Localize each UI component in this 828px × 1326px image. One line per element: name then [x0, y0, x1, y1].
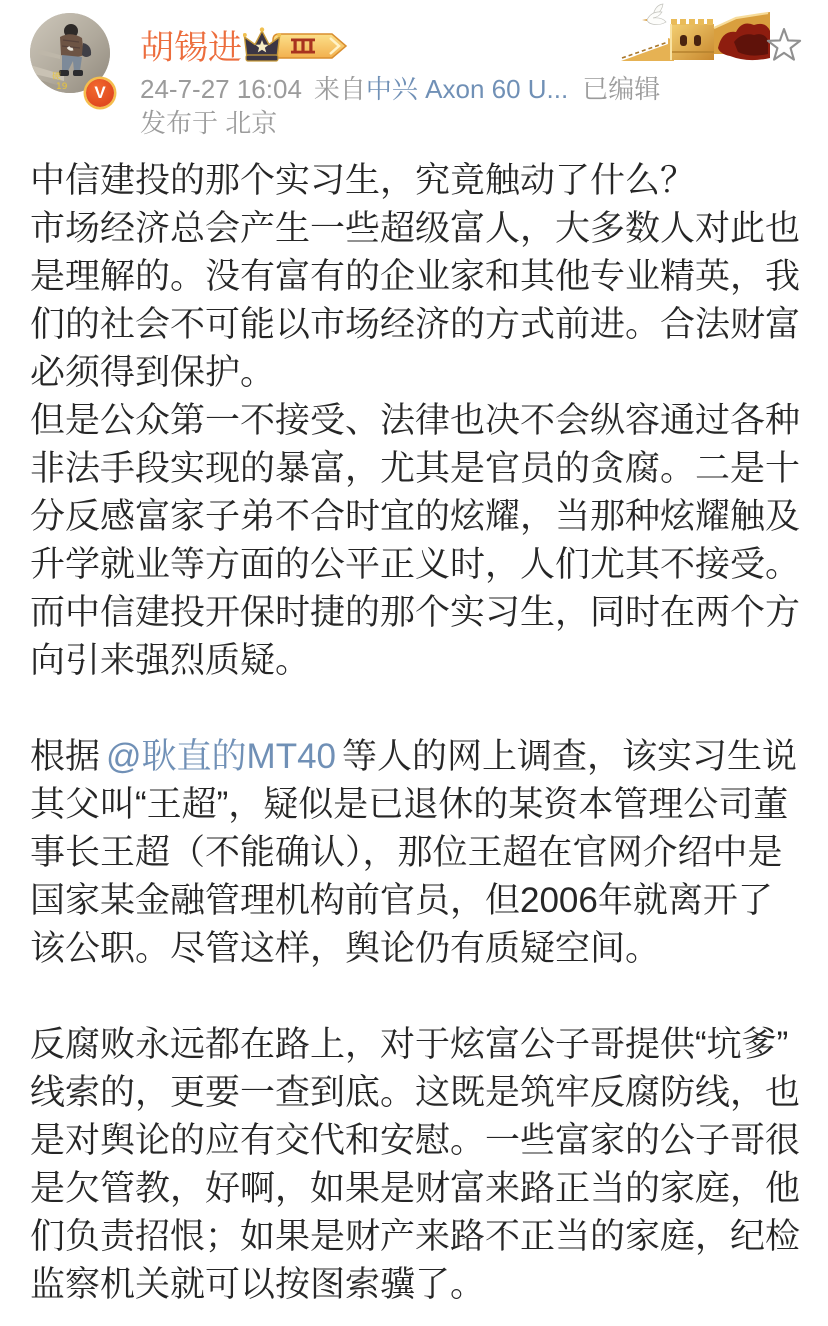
great-wall-decoration: [618, 2, 774, 64]
post-text: 市场经济总会产生一些超级富人，大多数人对此也: [30, 209, 801, 248]
post-text: 反腐败永远都在路上，对于炫富公子哥提供“坑爹”: [30, 1025, 789, 1064]
device-link[interactable]: 中兴 Axon 60 U...: [365, 74, 569, 104]
great-wall-dove-icon: [618, 2, 774, 64]
post-text: 是对舆论的应有交代和安慰。一些富家的公子哥很: [30, 1121, 801, 1160]
post-text-line: [30, 973, 800, 1021]
timestamp: 24-7-27 16:04: [140, 74, 302, 104]
location-label: 发布于 北京: [140, 108, 278, 138]
post-text: 但是公众第一不接受、法律也决不会纵容通过各种: [30, 401, 801, 440]
post-text-line: [30, 589, 800, 637]
post-text: 是理解的。没有富有的企业家和其他专业精英，我: [30, 257, 801, 296]
post-header: [0, 0, 828, 156]
post-text: 升学就业等方面的公平正义时，人们尤其不接受。: [30, 545, 801, 584]
post-text: 该公职。尽管这样，舆论仍有质疑空间。: [30, 929, 661, 968]
post-text-line: [30, 877, 800, 925]
svg-text:19: 19: [56, 82, 68, 92]
verified-v-badge: V: [86, 79, 114, 107]
post-text: 是欠管教，好啊，如果是财富来路正当的家庭，他: [30, 1169, 801, 1208]
avatar[interactable]: [30, 13, 110, 102]
post-text-line: [30, 157, 800, 205]
post-text: 线索的，更要一查到底。这既是筑牢反腐防线，也: [30, 1073, 801, 1112]
post-text: 等人的网上调查，该实习生说: [342, 737, 798, 776]
edited-label: 已编辑: [582, 74, 661, 104]
crown-icon: [243, 27, 350, 65]
post-text: 而中信建投开保时捷的那个实习生，同时在两个方: [30, 593, 801, 632]
post-text-line: [30, 205, 800, 253]
post-text-line: [30, 637, 800, 685]
post-text: 监察机关就可以按图索骥了。: [30, 1265, 486, 1304]
mention-link[interactable]: @耿直的MT40: [106, 737, 337, 776]
post-text-line: [30, 1117, 800, 1165]
post-text-line: [30, 1213, 800, 1261]
post-text-line: [30, 781, 800, 829]
dove-icon: [642, 4, 666, 25]
post-text: 们负责招恨；如果是财产来路不正当的家庭，纪检: [30, 1217, 801, 1256]
post-text-line: [30, 1021, 800, 1069]
post-text-line: [30, 349, 800, 397]
post-text: 其父叫“王超”，疑似是已退休的某资本管理公司董: [30, 785, 789, 824]
post-text: 非法手段实现的暴富，尤其是官员的贪腐。二是十: [30, 449, 801, 488]
post-text-line: [30, 925, 800, 973]
post-text-line: [30, 493, 800, 541]
post-text: 根据: [30, 737, 101, 776]
post-text-line: [30, 1069, 800, 1117]
post-text: 们的社会不可能以市场经济的方式前进。合法财富: [30, 305, 801, 344]
post-text-line: [30, 829, 800, 877]
post-meta: [140, 74, 660, 105]
svg-text:硬: 硬: [52, 72, 62, 82]
vip-crown-badge[interactable]: [243, 27, 350, 65]
post-text: 必须得到保护。: [30, 353, 276, 392]
post-text-line: [30, 685, 800, 733]
vip-level-III: [291, 39, 315, 54]
from-label: 来自: [313, 74, 366, 104]
post-text-line: [30, 541, 800, 589]
post-text: 事长王超（不能确认），那位王超在官网介绍中是: [30, 833, 783, 872]
post-text: 中信建投的那个实习生，究竟触动了什么？: [30, 161, 696, 200]
username[interactable]: 胡锡进: [140, 29, 242, 67]
post-text: 国家某金融管理机构前官员，但2006年就离开了: [30, 881, 773, 920]
post-text-line: [30, 301, 800, 349]
post-text-line: [30, 733, 800, 781]
post-text: 分反感富家子弟不合时宜的炫耀，当那种炫耀触及: [30, 497, 801, 536]
post-text-line: [30, 445, 800, 493]
post-text: 向引来强烈质疑。: [30, 641, 311, 680]
post-text-line: [30, 253, 800, 301]
post-text-line: [30, 397, 800, 445]
post-text-line: [30, 1165, 800, 1213]
favorite-star-icon[interactable]: [766, 28, 802, 64]
post-content: [30, 157, 800, 1309]
post-text-line: [30, 1261, 800, 1309]
